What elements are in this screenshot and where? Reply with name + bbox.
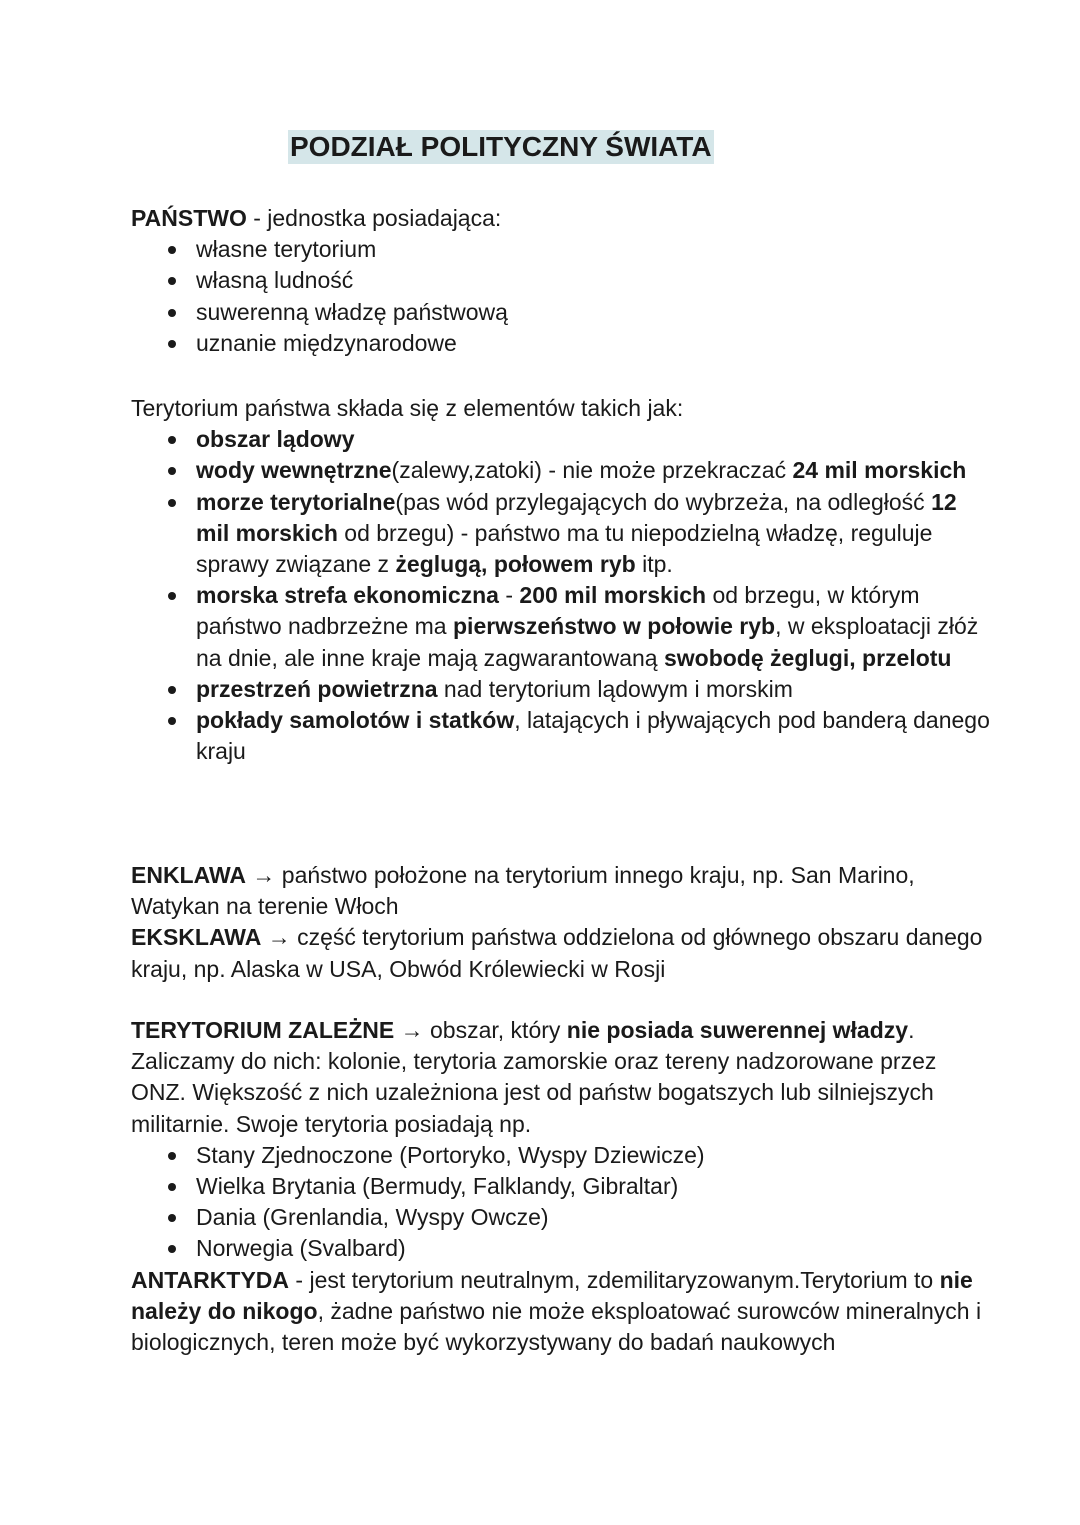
enklawa-definition: ENKLAWA → państwo położone na terytorium innego kraju, np. San Marino, Watykan na terenie Włoch [131,862,915,920]
term-eksklawa: EKSKLAWA [131,924,262,951]
terytorium-intro: Terytorium państwa składa się z elementów takich jak: [131,395,684,421]
term-panstwo: PAŃSTWO [131,205,247,231]
panstwo-list [131,234,991,359]
zalezne-definition: TERYTORIUM ZALEŻNE → obszar, który nie posiada suwerennej władzy. Zaliczamy do nich: kolonie, terytoria zamorskie oraz tereny nadzorowane przez ONZ. Większość z nich uzależniona jest od państw bogatszych lub silniejszych militarnie. Swoje terytoria posiadają np. [131,1017,937,1137]
page-title: PODZIAŁ POLITYCZNY ŚWIATA [290,131,712,162]
list-item: Norwegia (Svalbard) [131,1233,991,1264]
panstwo-definition: PAŃSTWO - jednostka posiadająca: [131,205,502,231]
term-enklawa: ENKLAWA [131,862,246,888]
list-item: pokłady samolotów i statków, latających i pływających pod banderą danego kraju [131,705,991,767]
list-item: wody wewnętrzne(zalewy,zatoki) - nie może przekraczać 24 mil morskich [131,455,991,486]
terytorium-list [131,424,991,767]
antarktyda-definition: ANTARKTYDA - jest terytorium neutralnym, zdemilitaryzowanym.Terytorium to nie należy do nikogo, żadne państwo nie może eksploatować surowców mineralnych i biologicznych, teren może być wykorzystywany do badań naukowych [131,1266,982,1356]
section-terytorium [131,393,991,767]
term-zalezne: TERYTORIUM ZALEŻNE [131,1017,395,1043]
section-enklawa-eksklawa [131,860,991,985]
list-item: własne terytorium [131,234,991,265]
zalezne-list [131,1140,991,1265]
list-item: przestrzeń powietrzna nad terytorium lądowym i morskim [131,674,991,705]
list-item: Dania (Grenlandia, Wyspy Owcze) [131,1202,991,1233]
section-terytorium-zalezne [131,1015,991,1358]
section-panstwo [131,203,991,359]
eksklawa-definition: EKSKLAWA → część terytorium państwa oddzielona od głównego obszaru danego kraju, np. Alaska w USA, Obwód Królewiecki w Rosji [131,924,983,982]
list-item: Wielka Brytania (Bermudy, Falklandy, Gibraltar) [131,1171,991,1202]
list-item: suwerenną władzę państwową [131,297,991,328]
list-item: Stany Zjednoczone (Portoryko, Wyspy Dziewicze) [131,1140,991,1171]
list-item: obszar lądowy [131,424,991,455]
list-item: morze terytorialne(pas wód przylegających do wybrzeża, na odległość 12 mil morskich od brzegu) - państwo ma tu niepodzielną władzę, reguluje sprawy związane z żeglugą, połowem ryb itp. [131,487,991,581]
list-item: uznanie międzynarodowe [131,328,991,359]
list-item: własną ludność [131,265,991,296]
term-antarktyda: ANTARKTYDA [131,1266,290,1293]
list-item: morska strefa ekonomiczna - 200 mil morskich od brzegu, w którym państwo nadbrzeżne ma pierwszeństwo w połowie ryb, w eksploatacji złóż na dnie, ale inne kraje mają zagwarantowaną swobodę żeglugi, przelotu [131,580,991,674]
